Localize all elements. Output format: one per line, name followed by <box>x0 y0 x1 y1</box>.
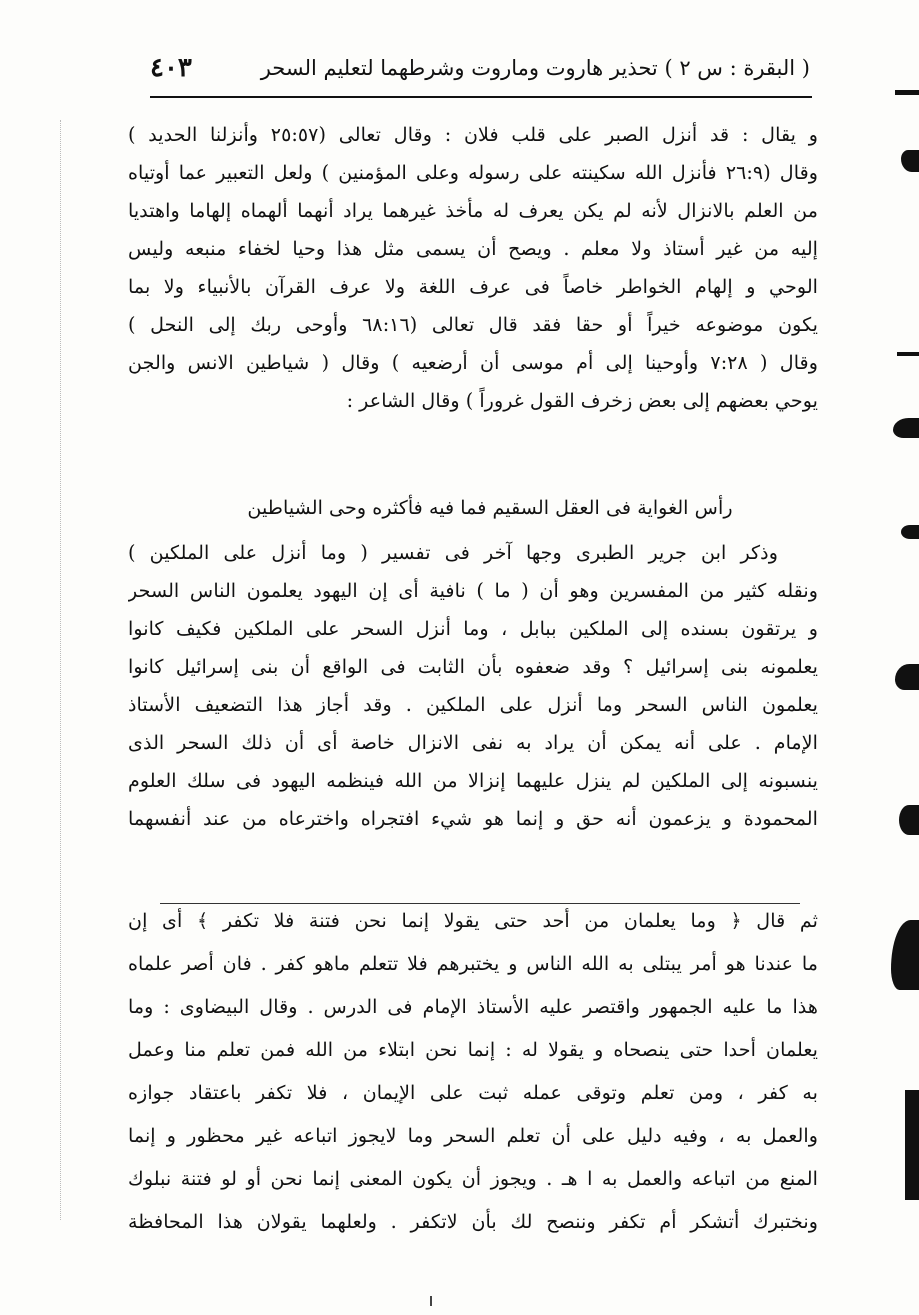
text-line: به كفر ، ومن تعلم وتوقى عمله ثبت على الإيمان ، فلا تكفر باعتقاد جوازه <box>128 1081 818 1104</box>
text-line: يوحي بعضهم إلى بعض زخرف القول غروراً ) وقال الشاعر : <box>346 389 818 412</box>
text-line: ونختبرك أتشكر أم تكفر وننصح لك بأن لاتكفر . ولعلهما يقولان هذا المحافظة <box>128 1210 818 1233</box>
text-line: ينسبونه إلى الملكين لم ينزل عليهما إنزالا من الله فينظمه اليهود فى سلك العلوم <box>128 769 818 792</box>
scan-edge-mark <box>901 525 919 539</box>
scan-edge-mark <box>893 418 919 438</box>
text-line: و يقال : قد أنزل الصبر على قلب فلان : وقال تعالى (٢٥:٥٧ وأنزلنا الحديد ) <box>128 123 818 146</box>
scan-edge-mark <box>905 1090 919 1200</box>
text-line: و يرتقون بسنده إلى الملكين ببابل ، وما أنزل السحر على الملكين فكيف كانوا <box>128 617 818 640</box>
page-margin-shadow <box>60 120 62 1220</box>
scan-speck <box>430 1296 432 1306</box>
text-line: ثم قال ﴿ وما يعلمان من أحد حتى يقولا إنما نحن فتنة فلا تكفر ﴾ أى إن <box>128 909 818 932</box>
text-line: المنع من اتباعه والعمل به ا هـ . ويجوز أن يكون المعنى إنما نحن أو لو فتنة نبلوك <box>128 1167 818 1190</box>
text-line: يكون موضوعه خيراً أو حقا فقد قال تعالى (٦٨:١٦ وأوحى ربك إلى النحل ) <box>128 313 818 336</box>
text-line: وقال (٢٦:٩ فأنزل الله سكينته على رسوله وعلى المؤمنين ) ولعل التعبير عما أوتياه <box>128 161 818 184</box>
header-rule <box>150 96 812 98</box>
scan-edge-mark <box>891 920 919 990</box>
scan-edge-mark <box>895 664 919 690</box>
text-line: الإمام . على أنه يمكن أن يراد به نفى الانزال خاصة أى أن ذلك السحر الذى <box>128 731 818 754</box>
header-title: ( البقرة : س ٢ ) تحذير هاروت وماروت وشرطهما لتعليم السحر <box>260 56 810 80</box>
page-number: ٤٠٣ <box>150 53 192 83</box>
text-line: المحمودة و يزعمون أنه حق و إنما هو شيء افتجراه واخترعاه من عند أنفسهما <box>128 807 818 830</box>
text-line: إليه من غير أستاذ ولا معلم . ويصح أن يسمى مثل هذا وحيا لخفاء منبعه وليس <box>128 237 818 260</box>
text-line: يعلمونه بنى إسرائيل ؟ وقد ضعفوه بأن الثابت فى الواقع أن بنى إسرائيل كانوا <box>128 655 818 678</box>
text-line: ما عندنا هو أمر يبتلى به الله الناس و يختبرهم فلا تتعلم ماهو كفر . فان أصر علماه <box>128 952 818 975</box>
scan-edge-mark <box>901 150 919 172</box>
scan-edge-mark <box>899 805 919 835</box>
running-header <box>150 48 810 88</box>
poem-verse: رأس الغواية فى العقل السقيم فما فيه فأكثره وحى الشياطين <box>247 496 733 519</box>
text-line: وقال ( ٧:٢٨ وأوحينا إلى أم موسى أن أرضعيه ) وقال ( شياطين الانس والجن <box>128 351 818 374</box>
scan-edge-mark <box>897 352 919 356</box>
text-line: والعمل به ، وفيه دليل على أن تعلم السحر وما لايجوز اتباعه غير محظور و إنما <box>128 1124 818 1147</box>
text-line: من العلم بالانزال لأنه لم يكن يعرف له مأخذ غيرهما يراد أنهما ألهماه إلهاما واهتديا <box>128 199 818 222</box>
text-line: يعلمان أحدا حتى ينصحاه و يقولا له : إنما نحن ابتلاء من الله فمن تعلم منا وعمل <box>128 1038 818 1061</box>
scan-edge-mark <box>895 90 919 95</box>
text-line: هذا ما عليه الجمهور واقتصر عليه الأستاذ الإمام فى الدرس . وقال البيضاوى : وما <box>128 995 818 1018</box>
text-line: يعلمون الناس السحر وما أنزل على الملكين . وقد أجاز هذا التضعيف الأستاذ <box>128 693 818 716</box>
text-line: وذكر ابن جرير الطبرى وجها آخر فى تفسير ( وما أنزل على الملكين ) <box>128 541 778 564</box>
text-line: ونقله كثير من المفسرين وهو أن ( ما ) نافية أى إن اليهود يعلمون الناس السحر <box>128 579 818 602</box>
text-line: الوحي و إلهام الخواطر خاصاً فى عرف اللغة ولا عرف القرآن بالأنبياء ولا بما <box>128 275 818 298</box>
